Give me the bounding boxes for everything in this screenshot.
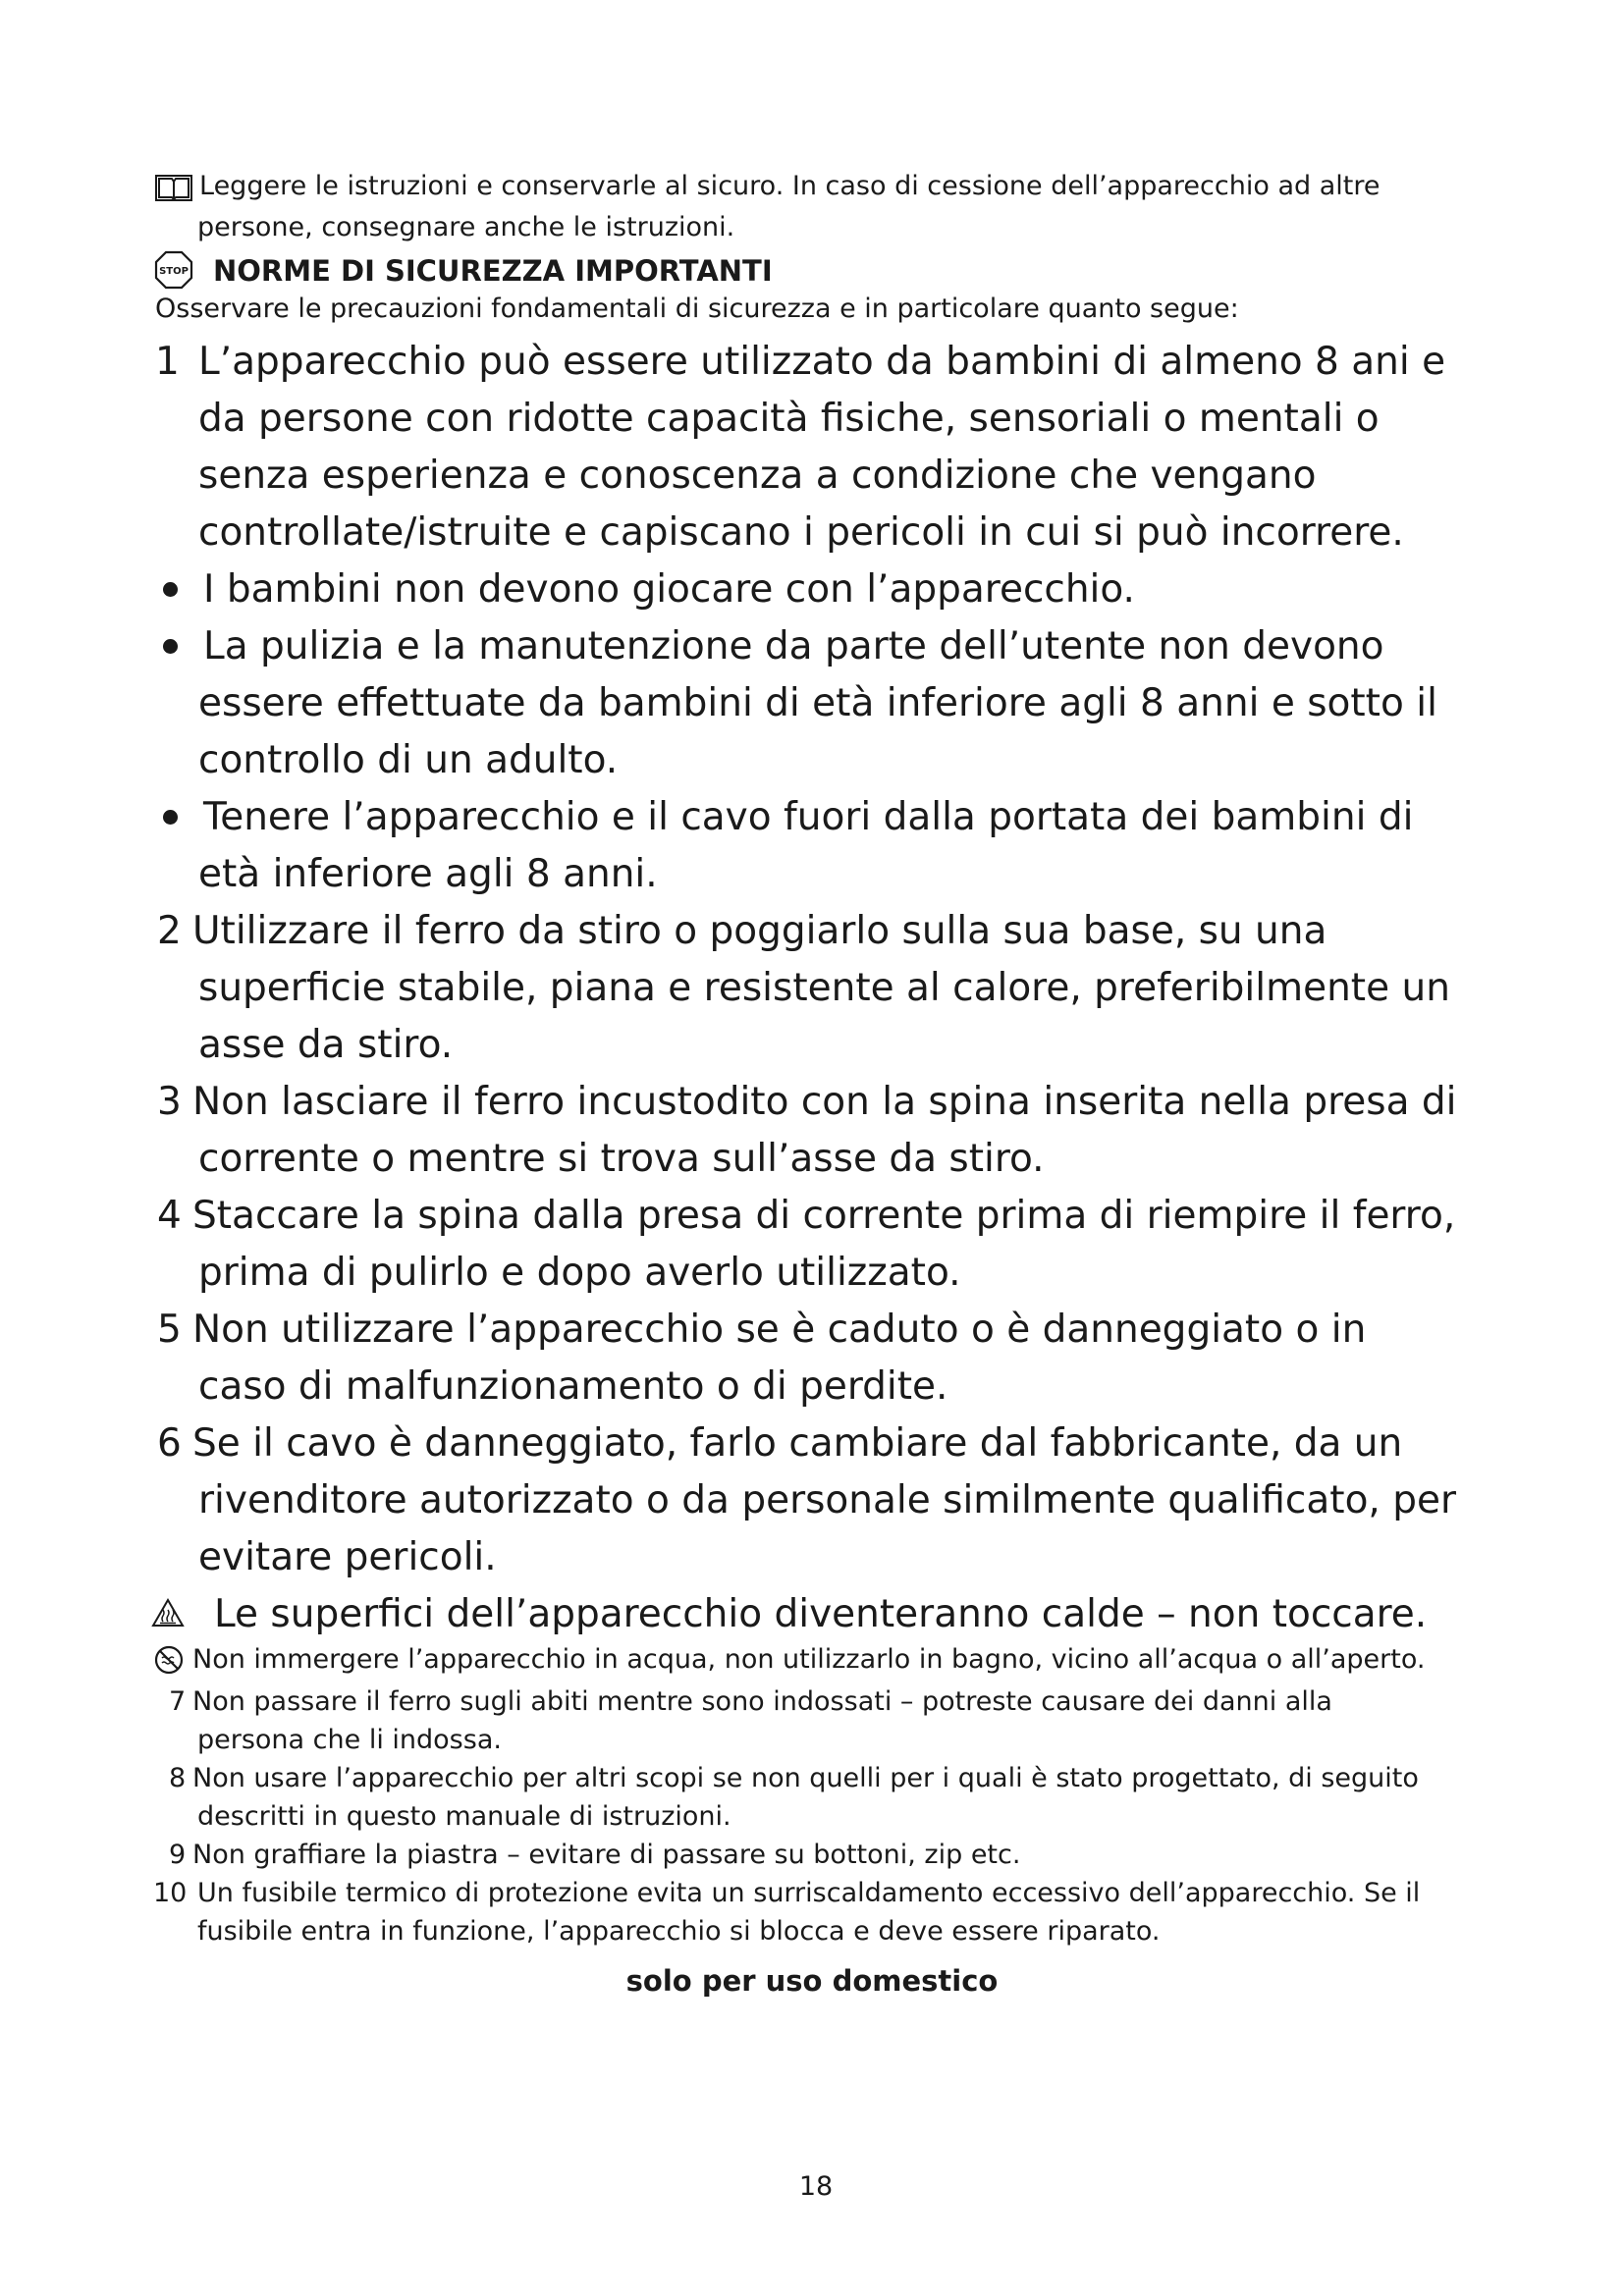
hot-warning-text: Le superfici dell’apparecchio diventeranno calde – non toccare.: [214, 1592, 1428, 1636]
item-number: 10: [153, 1878, 188, 1908]
bullet-icon: [163, 810, 178, 825]
item-8-line: descritti in questo manuale di istruzioni.: [197, 1801, 731, 1832]
page-number: 18: [798, 2171, 834, 2202]
item-10-line: fusibile entra in funzione, l’apparecchio si blocca e deve essere riparato.: [197, 1916, 1161, 1947]
item-number: 6: [157, 1421, 182, 1466]
item-4-line: Staccare la spina dalla presa di corrente prima di riempire il ferro,: [192, 1194, 1456, 1238]
item-number: 4: [157, 1194, 182, 1238]
item-8-line: Non usare l’apparecchio per altri scopi se non quelli per i quali è stato progettato, di seguito: [192, 1763, 1419, 1793]
intro-line-2: persone, consegnare anche le istruzioni.: [197, 212, 735, 242]
item-6-line: Se il cavo è danneggiato, farlo cambiare dal fabbricante, da un: [192, 1421, 1403, 1466]
hot-surface-warning-icon: [151, 1598, 185, 1628]
item-number: 7: [169, 1686, 187, 1717]
item-2-line: Utilizzare il ferro da stiro o poggiarlo sulla sua base, su una: [192, 909, 1327, 953]
bullet-3-line: età inferiore agli 8 anni.: [198, 852, 658, 896]
bullet-2-line: essere effettuate da bambini di età inferiore agli 8 anni e sotto il: [198, 681, 1437, 725]
bullet-3-line: Tenere l’apparecchio e il cavo fuori dalla portata dei bambini di: [203, 795, 1414, 839]
bullet-1-line: I bambini non devono giocare con l’apparecchio.: [203, 567, 1135, 612]
item-number: 3: [157, 1080, 182, 1124]
bullet-2-line: La pulizia e la manutenzione da parte dell’utente non devono: [203, 624, 1384, 668]
item-number: 8: [169, 1763, 187, 1793]
intro-line-1: Leggere le istruzioni e conservarle al sicuro. In caso di cessione dell’apparecchio ad altre: [199, 171, 1380, 201]
item-3-line: Non lasciare il ferro incustodito con la spina inserita nella presa di: [192, 1080, 1457, 1124]
item-4-line: prima di pulirlo e dopo averlo utilizzato.: [198, 1251, 961, 1295]
item-6-line: rivenditore autorizzato o da personale similmente qualificato, per: [198, 1478, 1457, 1522]
water-warning-text: Non immergere l’apparecchio in acqua, non utilizzarlo in bagno, vicino all’acqua o all’aperto.: [192, 1644, 1426, 1675]
item-10-line: Un fusibile termico di protezione evita un surriscaldamento eccessivo dell’apparecchio. Se il: [197, 1878, 1421, 1908]
safety-subtitle: Osservare le precauzioni fondamentali di sicurezza e in particolare quanto segue:: [155, 294, 1239, 324]
item-number: 1: [155, 340, 180, 384]
safety-title: NORME DI SICUREZZA IMPORTANTI: [213, 254, 773, 288]
item-2-line: asse da stiro.: [198, 1023, 454, 1067]
bullet-icon: [163, 639, 178, 654]
manual-book-icon: [155, 173, 192, 202]
svg-text:STOP: STOP: [159, 266, 189, 277]
item-number: 2: [157, 909, 182, 953]
item-3-line: corrente o mentre si trova sull’asse da stiro.: [198, 1137, 1045, 1181]
item-number: 9: [169, 1840, 187, 1870]
item-1-line: da persone con ridotte capacità fisiche, sensoriali o mentali o: [198, 397, 1380, 441]
item-2-line: superficie stabile, piana e resistente al calore, preferibilmente un: [198, 966, 1450, 1010]
item-1-line: controllate/istruite e capiscano i pericoli in cui si può incorrere.: [198, 510, 1404, 555]
item-7-line: Non passare il ferro sugli abiti mentre sono indossati – potreste causare dei danni alla: [192, 1686, 1332, 1717]
item-6-line: evitare pericoli.: [198, 1535, 497, 1579]
item-5-line: caso di malfunzionamento o di perdite.: [198, 1364, 948, 1409]
item-5-line: Non utilizzare l’apparecchio se è caduto o è danneggiato o in: [192, 1308, 1367, 1352]
item-7-line: persona che li indossa.: [197, 1725, 502, 1755]
no-immersion-icon: [154, 1645, 184, 1675]
stop-sign-icon: [155, 251, 192, 289]
item-number: 5: [157, 1308, 182, 1352]
domestic-use-note: solo per uso domestico: [625, 1964, 999, 1998]
bullet-icon: [163, 582, 178, 597]
item-9-line: Non graffiare la piastra – evitare di passare su bottoni, zip etc.: [192, 1840, 1021, 1870]
item-1-line: L’apparecchio può essere utilizzato da bambini di almeno 8 ani e: [198, 340, 1446, 384]
bullet-2-line: controllo di un adulto.: [198, 738, 619, 782]
item-1-line: senza esperienza e conoscenza a condizione che vengano: [198, 454, 1317, 498]
